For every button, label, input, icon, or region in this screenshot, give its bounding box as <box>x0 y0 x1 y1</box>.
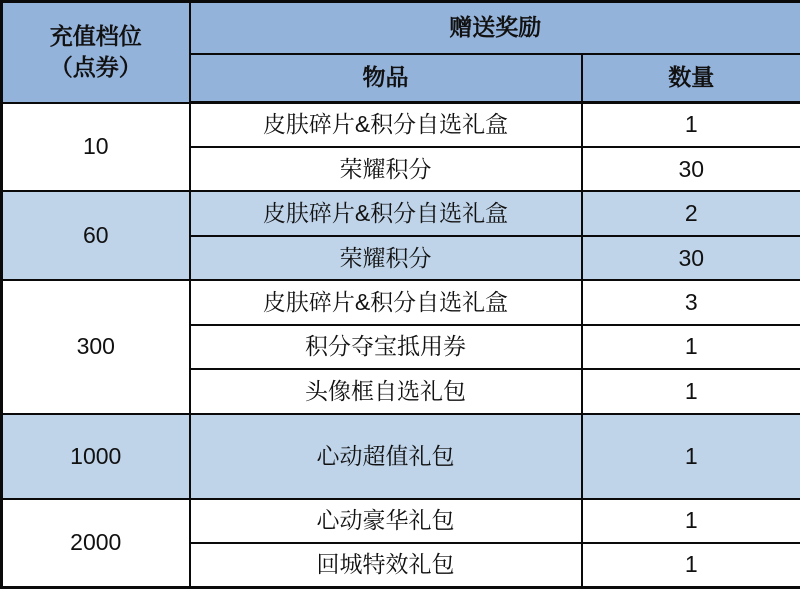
rewards-column-header: 赠送奖励 <box>190 2 800 55</box>
table-body <box>2 103 800 588</box>
reward-quantity-cell: 3 <box>582 280 800 324</box>
reward-item-cell: 心动超值礼包 <box>190 414 582 499</box>
tier-amount-cell: 1000 <box>2 414 190 499</box>
reward-item-cell: 荣耀积分 <box>190 147 582 191</box>
tier-amount-cell: 2000 <box>2 499 190 588</box>
reward-item-cell: 头像框自选礼包 <box>190 369 582 413</box>
table-header <box>2 2 800 103</box>
tier-amount-cell: 10 <box>2 103 190 192</box>
reward-quantity-cell: 1 <box>582 103 800 147</box>
reward-row <box>2 103 800 147</box>
reward-item-cell: 心动豪华礼包 <box>190 499 582 543</box>
reward-quantity-cell: 1 <box>582 325 800 369</box>
quantity-column-header: 数量 <box>582 54 800 103</box>
reward-quantity-cell: 1 <box>582 414 800 499</box>
reward-item-cell: 荣耀积分 <box>190 236 582 280</box>
reward-quantity-cell: 2 <box>582 191 800 235</box>
tier-column-header-line1: 充值档位 <box>49 23 142 50</box>
reward-item-cell: 回城特效礼包 <box>190 543 582 588</box>
reward-item-cell: 皮肤碎片&积分自选礼盒 <box>190 280 582 324</box>
reward-quantity-cell: 1 <box>582 543 800 588</box>
tier-column-header-line2: （点券） <box>49 54 142 81</box>
reward-row <box>2 414 800 499</box>
tier-column-header <box>2 2 190 103</box>
reward-quantity-cell: 1 <box>582 499 800 543</box>
reward-row <box>2 191 800 235</box>
reward-quantity-cell: 1 <box>582 369 800 413</box>
reward-quantity-cell: 30 <box>582 147 800 191</box>
reward-item-cell: 皮肤碎片&积分自选礼盒 <box>190 103 582 147</box>
reward-row <box>2 280 800 324</box>
header-row-top <box>2 2 800 55</box>
reward-item-cell: 积分夺宝抵用券 <box>190 325 582 369</box>
tier-amount-cell: 300 <box>2 280 190 413</box>
reward-quantity-cell: 30 <box>582 236 800 280</box>
tier-amount-cell: 60 <box>2 191 190 280</box>
reward-item-cell: 皮肤碎片&积分自选礼盒 <box>190 191 582 235</box>
item-column-header: 物品 <box>190 54 582 103</box>
reward-row <box>2 499 800 543</box>
